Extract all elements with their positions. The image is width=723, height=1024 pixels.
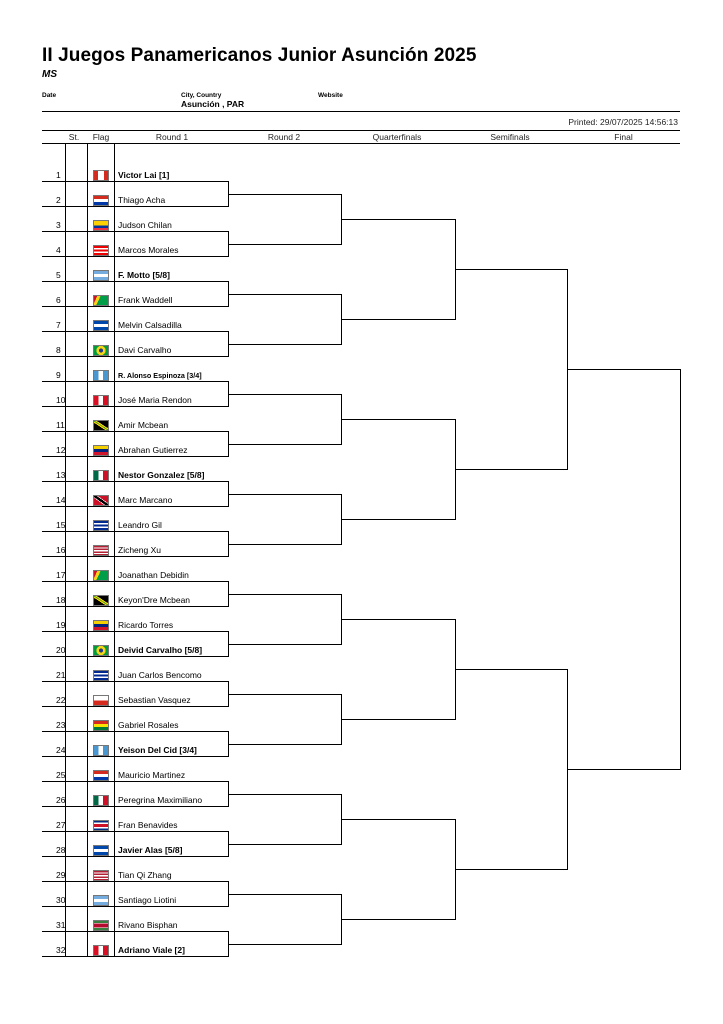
website-label: Website: [318, 92, 343, 99]
bracket-line: [228, 594, 341, 595]
mexico-flag-icon: [93, 795, 109, 806]
bracket-line: [341, 319, 455, 320]
player-name: Zicheng Xu: [118, 545, 161, 555]
column-header-quarterfinals: Quarterfinals: [372, 132, 422, 142]
header-divider: [42, 111, 680, 112]
guyana-flag-icon: [93, 295, 109, 306]
page-title: II Juegos Panamericanos Junior Asunción 2025: [42, 45, 477, 66]
bracket-line: [455, 869, 567, 870]
entry-line: [42, 481, 228, 482]
bracket-line: [341, 919, 455, 920]
entry-line: [42, 431, 228, 432]
bracket-line: [228, 194, 341, 195]
draw-position: 32: [56, 945, 66, 955]
bracket-line: [341, 819, 455, 820]
guatemala-flag-icon: [93, 370, 109, 381]
player-name: Leandro Gil: [118, 520, 162, 530]
column-header-bottom-line: [42, 143, 680, 144]
draw-position: 6: [56, 295, 61, 305]
draw-position: 7: [56, 320, 61, 330]
entry-line: [42, 706, 228, 707]
player-name: Nestor Gonzalez [5/8]: [118, 470, 205, 480]
jamaica-flag-icon: [93, 420, 109, 431]
bracket-line: [228, 244, 341, 245]
player-name: Fran Benavides: [118, 820, 178, 830]
peru-flag-icon: [93, 945, 109, 956]
el-salvador-flag-icon: [93, 320, 109, 331]
player-name: Marcos Morales: [118, 245, 179, 255]
bracket-line: [228, 394, 341, 395]
player-name: José Maria Rendon: [118, 395, 192, 405]
draw-position: 1: [56, 170, 61, 180]
suriname-flag-icon: [93, 920, 109, 931]
puerto-rico-flag-icon: [93, 245, 109, 256]
bracket-line: [341, 519, 455, 520]
bracket-line: [228, 444, 341, 445]
draw-position: 15: [56, 520, 66, 530]
draw-position: 3: [56, 220, 61, 230]
entry-line: [42, 206, 228, 207]
entry-line: [42, 281, 228, 282]
bracket-line: [455, 469, 567, 470]
player-name: Judson Chilan: [118, 220, 172, 230]
column-header-final: Final: [614, 132, 633, 142]
bolivia-flag-icon: [93, 720, 109, 731]
draw-position: 26: [56, 795, 66, 805]
entry-line: [42, 506, 228, 507]
canada-flag-icon: [93, 170, 109, 181]
column-header-flag: Flag: [92, 132, 110, 142]
cuba-flag-icon: [93, 520, 109, 531]
brazil-flag-icon: [93, 645, 109, 656]
entry-line: [42, 956, 228, 957]
location-label: City, Country: [181, 92, 222, 99]
player-name: Rivano Bisphan: [118, 920, 178, 930]
entry-line: [42, 756, 228, 757]
peru-flag-icon: [93, 395, 109, 406]
entry-line: [42, 381, 228, 382]
trinidad-flag-icon: [93, 495, 109, 506]
player-name: Frank Waddell: [118, 295, 173, 305]
brazil-flag-icon: [93, 345, 109, 356]
player-name: Juan Carlos Bencomo: [118, 670, 202, 680]
player-name: Peregrina Maximiliano: [118, 795, 203, 805]
entry-line: [42, 731, 228, 732]
player-name: Melvin Calsadilla: [118, 320, 182, 330]
bracket-line: [455, 269, 567, 270]
draw-position: 14: [56, 495, 66, 505]
draw-position: 17: [56, 570, 66, 580]
ecuador-flag-icon: [93, 220, 109, 231]
draw-position: 30: [56, 895, 66, 905]
entry-line: [42, 456, 228, 457]
guatemala-flag-icon: [93, 745, 109, 756]
usa-flag-icon: [93, 545, 109, 556]
bracket-line: [341, 419, 455, 420]
draw-position: 4: [56, 245, 61, 255]
player-name: Santiago Liotini: [118, 895, 177, 905]
draw-position: 9: [56, 370, 61, 380]
bracket-connector: [680, 369, 681, 770]
entry-line: [42, 181, 228, 182]
guyana-flag-icon: [93, 570, 109, 581]
entry-line: [42, 656, 228, 657]
draw-position: 29: [56, 870, 66, 880]
player-name: Keyon'Dre Mcbean: [118, 595, 191, 605]
draw-position: 18: [56, 595, 66, 605]
entry-line: [42, 881, 228, 882]
bracket-line: [228, 494, 341, 495]
event-code: MS: [42, 69, 57, 80]
draw-position: 22: [56, 695, 66, 705]
player-name: Tian Qi Zhang: [118, 870, 172, 880]
entry-line: [42, 906, 228, 907]
entry-line: [42, 356, 228, 357]
entry-line: [42, 806, 228, 807]
draw-position: 31: [56, 920, 66, 930]
player-name: Marc Marcano: [118, 495, 173, 505]
player-name: Javier Alas [5/8]: [118, 845, 183, 855]
player-name: R. Alonso Espinoza [3/4]: [118, 371, 202, 380]
argentina-flag-icon: [93, 895, 109, 906]
draw-position: 19: [56, 620, 66, 630]
paraguay-flag-icon: [93, 195, 109, 206]
draw-position: 13: [56, 470, 66, 480]
player-name: Mauricio Martinez: [118, 770, 186, 780]
argentina-flag-icon: [93, 270, 109, 281]
bracket-line: [228, 944, 341, 945]
draw-position: 24: [56, 745, 66, 755]
draw-position: 5: [56, 270, 61, 280]
entry-line: [42, 681, 228, 682]
bracket-line: [228, 344, 341, 345]
player-name: Davi Carvalho: [118, 345, 172, 355]
player-name: Victor Lai [1]: [118, 170, 170, 180]
draw-position: 11: [56, 420, 65, 430]
draw-position: 23: [56, 720, 66, 730]
jamaica-flag-icon: [93, 595, 109, 606]
venezuela-flag-icon: [93, 445, 109, 456]
costa-rica-flag-icon: [93, 820, 109, 831]
draw-position: 21: [56, 670, 66, 680]
location-value: Asunción , PAR: [181, 99, 245, 109]
entry-line: [42, 406, 228, 407]
draw-position: 10: [56, 395, 66, 405]
mexico-flag-icon: [93, 470, 109, 481]
player-name: Gabriel Rosales: [118, 720, 179, 730]
bracket-line: [567, 369, 680, 370]
draw-position: 16: [56, 545, 66, 555]
entry-line: [42, 781, 228, 782]
entry-line: [42, 331, 228, 332]
entry-line: [42, 931, 228, 932]
entry-line: [42, 581, 228, 582]
bracket-line: [228, 294, 341, 295]
player-name: Sebastian Vasquez: [118, 695, 191, 705]
bracket-line: [228, 794, 341, 795]
usa-flag-icon: [93, 870, 109, 881]
bracket-line: [455, 669, 567, 670]
player-name: Thiago Acha: [118, 195, 166, 205]
entry-line: [42, 631, 228, 632]
bracket-line: [228, 644, 341, 645]
draw-position: 2: [56, 195, 61, 205]
player-name: Adriano Viale [2]: [118, 945, 185, 955]
el-salvador-flag-icon: [93, 845, 109, 856]
entry-line: [42, 556, 228, 557]
entry-line: [42, 306, 228, 307]
paraguay-flag-icon: [93, 770, 109, 781]
bracket-line: [341, 219, 455, 220]
bracket-line: [567, 769, 680, 770]
entry-line: [42, 856, 228, 857]
player-name: F. Motto [5/8]: [118, 270, 170, 280]
player-name: Joanathan Debidin: [118, 570, 189, 580]
chile-flag-icon: [93, 695, 109, 706]
entry-line: [42, 256, 228, 257]
entry-line: [42, 606, 228, 607]
bracket-line: [341, 719, 455, 720]
bracket-line: [341, 619, 455, 620]
bracket-line: [228, 744, 341, 745]
printed-timestamp: Printed: 29/07/2025 14:56:13: [568, 117, 678, 127]
cuba-flag-icon: [93, 670, 109, 681]
bracket-line: [228, 844, 341, 845]
column-header-semifinals: Semifinals: [490, 132, 530, 142]
player-name: Deivid Carvalho [5/8]: [118, 645, 203, 655]
column-header-round1: Round 1: [155, 132, 189, 142]
bracket-line: [228, 544, 341, 545]
draw-position: 12: [56, 445, 66, 455]
bracket-line: [228, 894, 341, 895]
draw-position: 25: [56, 770, 66, 780]
draw-position: 20: [56, 645, 66, 655]
date-label: Date: [42, 92, 57, 99]
draw-position: 8: [56, 345, 61, 355]
entry-line: [42, 231, 228, 232]
column-header-seed: St.: [68, 132, 80, 142]
column-header-top-line: [42, 130, 680, 131]
venezuela-flag-icon: [93, 620, 109, 631]
bracket-line: [228, 694, 341, 695]
entry-line: [42, 531, 228, 532]
player-name: Yeison Del Cid [3/4]: [118, 745, 197, 755]
player-name: Ricardo Torres: [118, 620, 174, 630]
draw-position: 28: [56, 845, 66, 855]
player-name: Amir Mcbean: [118, 420, 169, 430]
entry-line: [42, 831, 228, 832]
column-header-round2: Round 2: [267, 132, 301, 142]
player-name: Abrahan Gutierrez: [118, 445, 188, 455]
draw-position: 27: [56, 820, 66, 830]
